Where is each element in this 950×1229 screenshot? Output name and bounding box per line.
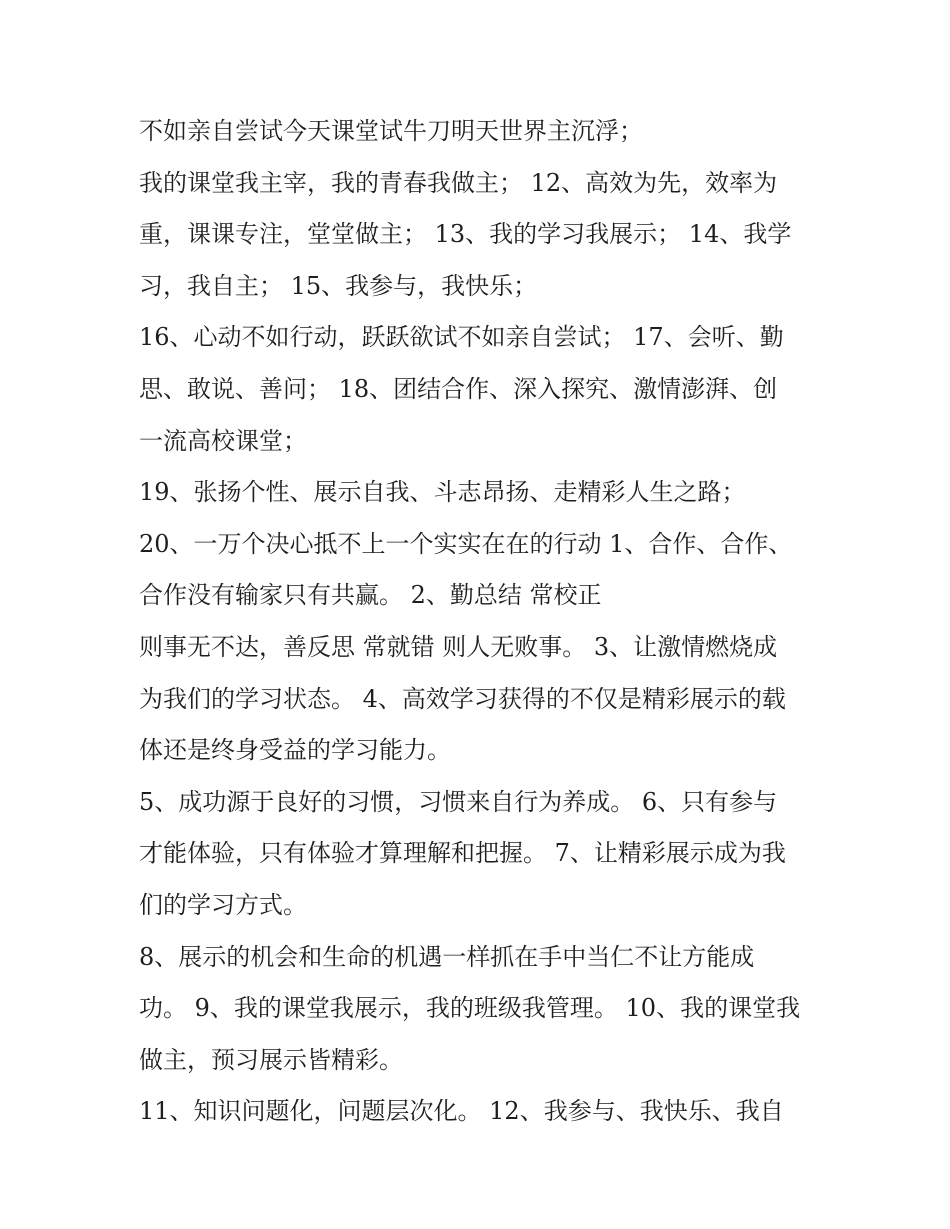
text-line: 合作没有输家只有共赢。 2、勤总结 常校正 [139,581,602,610]
text-line: 做主，预习展示皆精彩。 [139,1045,403,1074]
text-line: 我的课堂我主宰，我的青春我做主； 12、高效为先，效率为 [139,168,778,197]
text-line: 为我们的学习状态。 4、高效学习获得的不仅是精彩展示的载 [139,684,786,713]
text-line: 11、知识问题化，问题层次化。 12、我参与、我快乐、我自 [139,1097,784,1126]
text-line: 则事无不达，善反思 常就错 则人无败事。 3、让激情燃烧成 [139,632,778,661]
text-line: 习，我自主； 15、我参与，我快乐； [139,271,538,300]
text-line: 一流高校课堂； [139,426,307,455]
text-line: 们的学习方式。 [139,890,307,919]
text-line: 思、敢说、善问； 18、团结合作、深入探究、激情澎湃、创 [139,374,778,403]
text-line: 5、成功源于良好的习惯，习惯来自行为养成。 6、只有参与 [139,787,778,816]
text-line: 体还是终身受益的学习能力。 [139,736,451,765]
document-body [139,106,829,1138]
text-line: 重，课课专注，堂堂做主； 13、我的学习我展示； 14、我学 [139,220,792,249]
text-line: 16、心动不如行动，跃跃欲试不如亲自尝试； 17、会听、勤 [139,323,784,352]
text-line: 功。 9、我的课堂我展示，我的班级我管理。 10、我的课堂我 [139,994,801,1023]
text-line: 20、一万个决心抵不上一个实实在在的行动 1、合作、合作、 [139,529,793,558]
text-line: 19、张扬个性、展示自我、斗志昂扬、走精彩人生之路； [139,478,746,507]
text-line: 8、展示的机会和生命的机遇一样抓在手中当仁不让方能成 [139,942,755,971]
text-line: 不如亲自尝试今天课堂试牛刀明天世界主沉浮； [139,117,643,145]
text-line: 才能体验，只有体验才算理解和把握。 7、让精彩展示成为我 [139,839,786,868]
